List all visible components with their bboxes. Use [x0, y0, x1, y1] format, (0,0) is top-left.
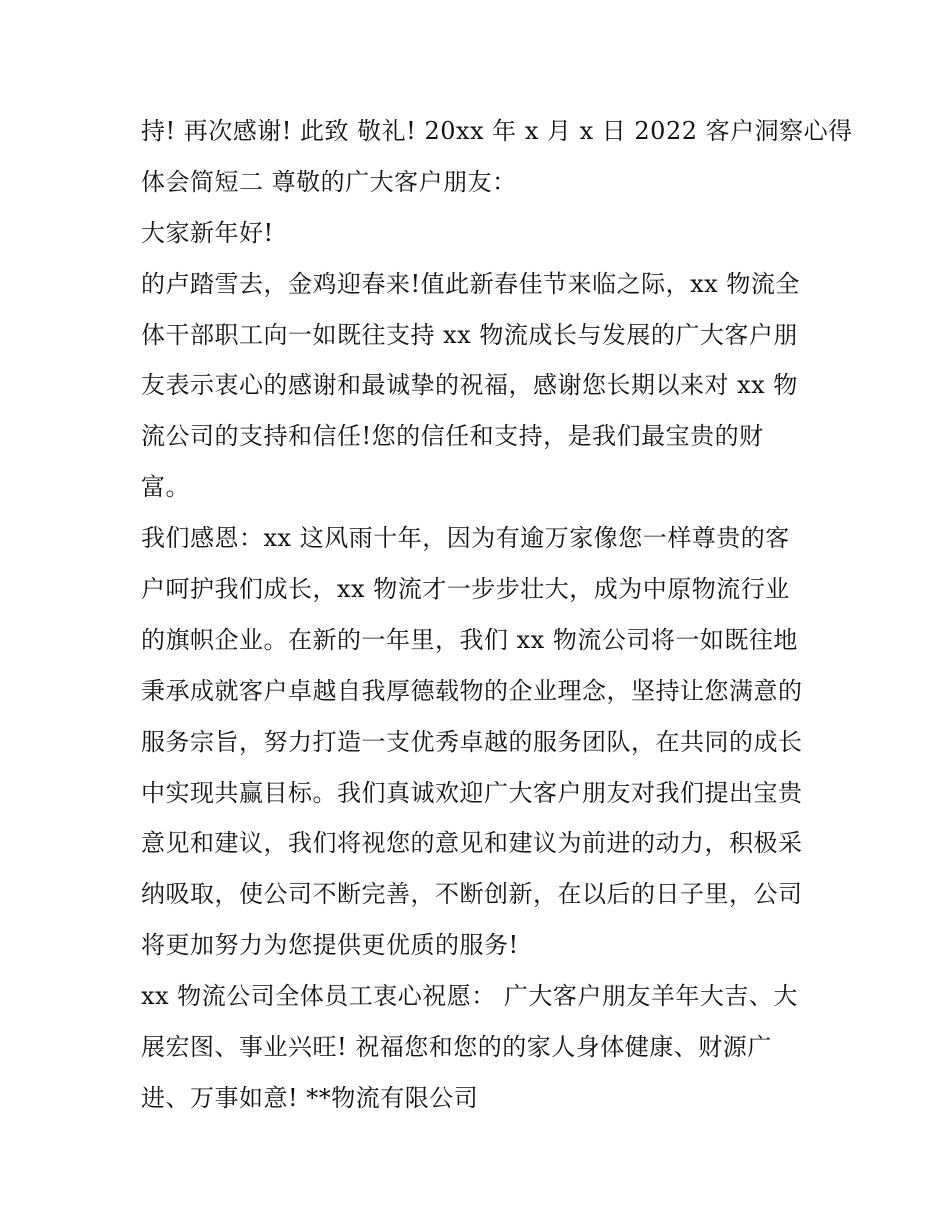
- text-line: 体会简短二 尊敬的广大客户朋友：: [141, 167, 517, 196]
- text-line: 进、万事如意! **物流有限公司: [141, 1083, 479, 1112]
- text-line: 服务宗旨，努力打造一支优秀卓越的服务团队，在共同的成长: [141, 727, 803, 756]
- text-line: 纳吸取，使公司不断完善，不断创新，在以后的日子里，公司: [141, 880, 803, 909]
- text-line: 展宏图、事业兴旺! 祝福您和您的的家人身体健康、财源广: [141, 1033, 772, 1062]
- text-line: 将更加努力为您提供更优质的服务!: [141, 931, 519, 960]
- text-line: 流公司的支持和信任!您的信任和支持，是我们最宝贵的财: [141, 422, 764, 451]
- text-line: 秉承成就客户卓越自我厚德载物的企业理念，坚持让您满意的: [141, 676, 803, 705]
- text-line: 我们感恩：xx 这风雨十年，因为有逾万家像您一样尊贵的客: [141, 524, 790, 553]
- text-line: 中实现共赢目标。我们真诚欢迎广大客户朋友对我们提出宝贵: [141, 778, 803, 807]
- text-line: 户呵护我们成长，xx 物流才一步步壮大，成为中原物流行业: [141, 575, 790, 604]
- text-line: xx 物流公司全体员工衷心祝愿： 广大客户朋友羊年大吉、大: [141, 982, 798, 1011]
- text-line: 友表示衷心的感谢和最诚挚的祝福，感谢您长期以来对 xx 物: [141, 371, 798, 400]
- text-line: 体干部职工向一如既往支持 xx 物流成长与发展的广大客户朋: [141, 320, 798, 349]
- text-line: 富。: [141, 473, 190, 502]
- text-line: 的卢踏雪去，金鸡迎春来!值此新春佳节来临之际，xx 物流全: [141, 269, 800, 298]
- document-body: [141, 106, 853, 1124]
- text-line: 意见和建议，我们将视您的意见和建议为前进的动力，积极采: [141, 829, 803, 858]
- text-line: 大家新年好!: [141, 218, 274, 247]
- text-line: 持! 再次感谢! 此致 敬礼! 20xx 年 x 月 x 日 2022 客户洞察心得: [141, 117, 853, 145]
- text-line: 的旗帜企业。在新的一年里，我们 xx 物流公司将一如既往地: [141, 625, 798, 654]
